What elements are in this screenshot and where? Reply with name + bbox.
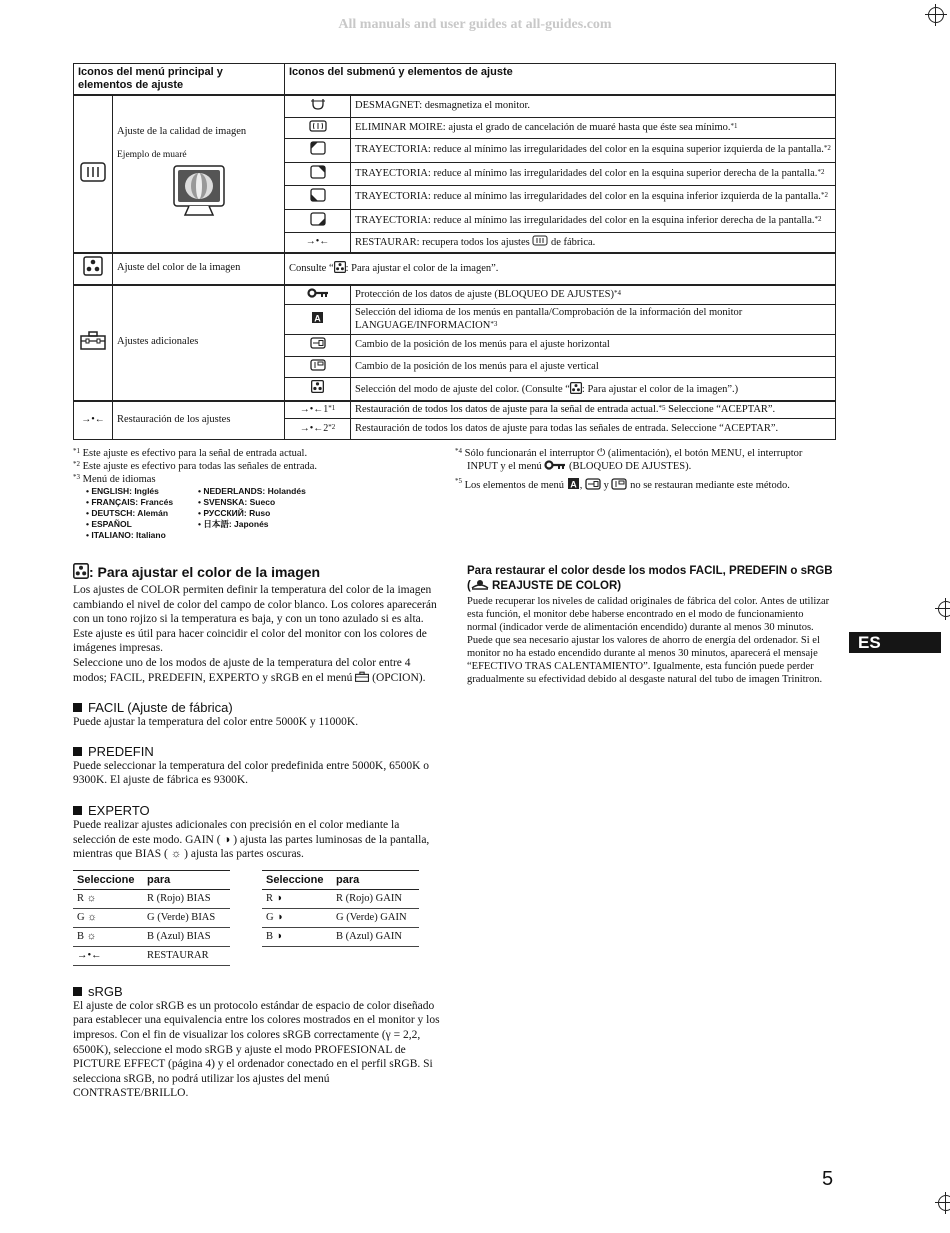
table-row: G ☼ G (Verde) BIAS	[73, 908, 230, 927]
landing-top-right-icon	[285, 162, 351, 186]
language-item: • 日本語: Japonés	[198, 519, 269, 529]
row-desc: TRAYECTORIA: reduce al mínimo las irregularidades del color en la esquina superior derecha de la pantalla.$^{*2}$	[351, 162, 836, 186]
language-item: • РУССКИЙ: Ruso	[198, 508, 271, 518]
row-desc: ELIMINAR MOIRE: ajusta el grado de cancelación de muaré hasta que éste sea mínimo.$^{*1}$	[351, 117, 836, 139]
color-mode-icon	[285, 378, 351, 401]
menu-position-vertical-icon	[611, 478, 627, 490]
row-desc: Selección del modo de ajuste del color. (Consulte “ : Para ajustar el color de la imagen”.)	[351, 378, 836, 401]
reset-label: Restauración de los ajustes	[113, 401, 285, 440]
predefin-heading: PREDEFIN	[73, 744, 443, 759]
registration-mark-icon	[935, 598, 950, 620]
menu-position-horizontal-icon	[585, 478, 601, 490]
row-desc: DESMAGNET: desmagnetiza el monitor.	[351, 95, 836, 117]
footnotes-right	[455, 447, 835, 492]
row-desc: Cambio de la posición de los menús para el ajuste vertical	[351, 356, 836, 378]
reset-icon: →•←	[285, 233, 351, 253]
reset-color-heading: Para restaurar el color desde los modos FACIL, PREDEFIN o sRGB ( REAJUSTE DE COLOR)	[467, 565, 833, 592]
table-row: B ◑ B (Azul) GAIN	[262, 927, 419, 946]
table-row: R ◑ R (Rojo) GAIN	[262, 889, 419, 908]
facil-heading: FACIL (Ajuste de fábrica)	[73, 700, 443, 715]
options-toolbox-icon	[74, 285, 113, 401]
landing-top-left-icon	[285, 139, 351, 163]
moire-monitor-icon	[117, 165, 280, 222]
menu-position-vertical-icon	[285, 356, 351, 378]
row-desc: Selección del idioma de los menús en pantalla/Comprobación de la información del monitor LANGUAGE/INFORMACION$^{*3}$	[351, 305, 836, 335]
color-reset-icon	[471, 579, 489, 590]
experto-text: Puede realizar ajustes adicionales con precisión en el color mediante la selección de este modo. GAIN ( ◑ ) ajusta las partes luminosas de la pantalla, mientras que BIAS ( ☼ ) ajusta las partes oscuras.	[73, 818, 430, 861]
reset-2-icon: $\to•\leftarrow 2^{*2}$	[285, 419, 351, 440]
table-row: →•← RESTAURAR	[73, 946, 230, 965]
registration-mark-icon	[935, 1192, 950, 1214]
header-main: Iconos del menú principal y elementos de ajuste	[74, 64, 285, 96]
table-row	[74, 401, 836, 419]
menu-icons-table	[73, 63, 836, 440]
options-toolbox-icon	[355, 671, 369, 682]
language-item: • ESPAÑOL	[86, 519, 132, 529]
table-row	[74, 95, 836, 117]
reset-1-icon: $\to•\leftarrow 1^{*1}$	[285, 401, 351, 419]
degauss-icon	[285, 95, 351, 117]
language-list	[73, 486, 453, 541]
footnote-1: $^{*1}$ Este ajuste es efectivo para la señal de entrada actual.	[73, 447, 308, 459]
registration-mark-icon	[925, 4, 947, 26]
table-row: B ☼ B (Azul) BIAS	[73, 927, 230, 946]
page-number: 5	[822, 1168, 834, 1190]
language-tab: ES	[849, 632, 941, 653]
row-desc: TRAYECTORIA: reduce al mínimo las irregularidades del color en la esquina inferior izquierda de la pantalla.$^{*2}$	[351, 186, 836, 210]
picture-quality-icon	[74, 95, 113, 253]
menu-position-horizontal-icon	[285, 335, 351, 357]
table-row: G ◑ G (Verde) GAIN	[262, 908, 419, 927]
picture-quality-label: Ajuste de la calidad de imagen	[117, 126, 247, 137]
footnote-2: $^{*2}$ Este ajuste es efectivo para todas las señales de entrada.	[73, 460, 318, 472]
svg-text:A: A	[314, 313, 321, 324]
srgb-text: El ajuste de color sRGB es un protocolo estándar de espacio de color diseñado para establecer una equivalencia entre los colores mostrados en el monitor y los impresos. Con el fin de visualizar los colores sRGB correctamente (γ = 2,2, 6500K), seleccione el modo sRGB y ajuste el modo PROFESIONAL de PICTURE EFFECT (página 4) y el ordenador conectado en el perfil sRGB. Si selecciona sRGB, no podrá utilizar los ajustes del menú CONTRASTE/BRILLO.	[73, 999, 440, 1100]
picture-quality-cell	[113, 95, 285, 253]
srgb-heading: sRGB	[73, 984, 443, 999]
language-item: • FRANÇAIS: Francés	[86, 497, 174, 507]
experto-heading: EXPERTO	[73, 803, 443, 818]
row-desc: Restauración de todos los datos de ajuste para la señal de entrada actual.$^{*5}$ Seleccione “ACEPTAR”.	[351, 401, 836, 419]
column-header: para	[143, 870, 230, 889]
row-desc: Protección de los datos de ajuste (BLOQUEO DE AJUSTES)$^{*4}$	[351, 285, 836, 305]
right-column	[467, 565, 835, 686]
row-desc: Restauración de todos los datos de ajuste para todas las señales de entrada. Seleccione “ACEPTAR”.	[351, 419, 836, 440]
bias-table	[73, 870, 230, 966]
column-header: para	[332, 870, 419, 889]
language-item: • SVENSKA: Sueco	[198, 497, 276, 507]
language-icon	[567, 477, 580, 490]
moire-example-label: Ejemplo de muaré	[117, 149, 187, 160]
row-desc: Cambio de la posición de los menús para el ajuste horizontal	[351, 335, 836, 357]
language-item: • ITALIANO: Italiano	[86, 530, 166, 540]
intro-text: Los ajustes de COLOR permiten definir la temperatura del color de la imagen cambiando el nivel de color del campo de color blanco. Los colores aparecerán con un tono rojizo si la temperatura es baja, y con un tono azulado si es alta. Este ajuste es útil para hacer coincidir el color del monitor con los colores de imágenes impresas.	[73, 584, 437, 655]
predefin-text: Puede seleccionar la temperatura del color predefinida entre 5000K, 6500K o 9300K. El ajuste de fábrica es 9300K.	[73, 759, 430, 787]
color-small-icon	[570, 382, 582, 394]
section-heading: : Para ajustar el color de la imagen	[73, 563, 443, 580]
reset-group-icon: →•←	[74, 401, 113, 440]
language-item: • ENGLISH: Inglés	[86, 486, 159, 496]
column-header: Seleccione	[262, 870, 332, 889]
footnote-5: $^{*5}$ Los elementos de menú A , y no se restauran mediante este método.	[455, 477, 790, 491]
reset-color-text: Puede recuperar los niveles de calidad originales de fábrica del color. Antes de utilizar esta función, el monitor debe haberse encontrado en el modo de funcionamiento normal (indicador verde de alimentación encendido) durante al menos 30 minutos. Puede que sea necesario ajustar los valores de ahorro de energía del ordenador. Si el monitor no ha estado encendido durante al menos 30 minutos, aparecerá el mensaje “EFECTIVO TRAS CALENTAMIENTO”. Igualmente, esta función puede perder gradualmente su efectividad debido al desgaste natural del tubo de imagen Trinitron.	[467, 596, 830, 685]
intro-text-2: Seleccione uno de los modos de ajuste de la temperatura del color entre 4 modos; FACIL, PREDEFIN, EXPERTO y sRGB en el menú (OPCION).	[73, 656, 426, 684]
row-desc: RESTAURAR: recupera todos los ajustes de fábrica.	[351, 233, 836, 253]
table-row: R ☼ R (Rojo) BIAS	[73, 889, 230, 908]
language-icon	[285, 305, 351, 335]
table-row	[74, 253, 836, 285]
svg-text:A: A	[569, 479, 577, 490]
language-item: • DEUTSCH: Alemán	[86, 508, 169, 518]
color-label: Ajuste del color de la imagen	[113, 253, 285, 285]
footnote-3: $^{*3}$ Menú de idiomas	[73, 473, 156, 485]
language-item: • NEDERLANDS: Holandés	[198, 486, 306, 496]
row-desc: TRAYECTORIA: reduce al mínimo las irregularidades del color en la esquina inferior derecha de la pantalla.$^{*2}$	[351, 209, 836, 233]
gain-table	[262, 870, 419, 947]
experto-tables	[73, 870, 443, 966]
table-header	[74, 64, 836, 96]
watermark: All manuals and user guides at all-guides.com	[338, 17, 612, 32]
color-icon	[73, 563, 89, 579]
color-small-icon	[334, 263, 346, 274]
column-header: Seleccione	[73, 870, 143, 889]
footnotes-left	[73, 447, 453, 541]
row-desc: Consulte “ : Para ajustar el color de la imagen”.	[285, 253, 836, 285]
row-desc: TRAYECTORIA: reduce al mínimo las irregularidades del color en la esquina superior izquierda de la pantalla.$^{*2}$	[351, 139, 836, 163]
key-lock-icon	[285, 285, 351, 305]
facil-text: Puede ajustar la temperatura del color entre 5000K y 11000K.	[73, 716, 359, 729]
options-label: Ajustes adicionales	[113, 285, 285, 401]
landing-bottom-right-icon	[285, 209, 351, 233]
picture-quality-small-icon	[532, 237, 548, 248]
left-column	[73, 563, 443, 1101]
key-lock-icon	[544, 460, 566, 470]
moire-icon	[285, 117, 351, 139]
header-sub: Iconos del submenú y elementos de ajuste	[285, 64, 836, 96]
table-row	[74, 285, 836, 305]
color-icon	[74, 253, 113, 285]
landing-bottom-left-icon	[285, 186, 351, 210]
footnote-4: $^{*4}$ Sólo funcionarán el interruptor ⏻ (alimentación), el botón MENU, el interruptor INPUT y el menú (BLOQUEO DE AJUSTES).	[455, 447, 803, 472]
